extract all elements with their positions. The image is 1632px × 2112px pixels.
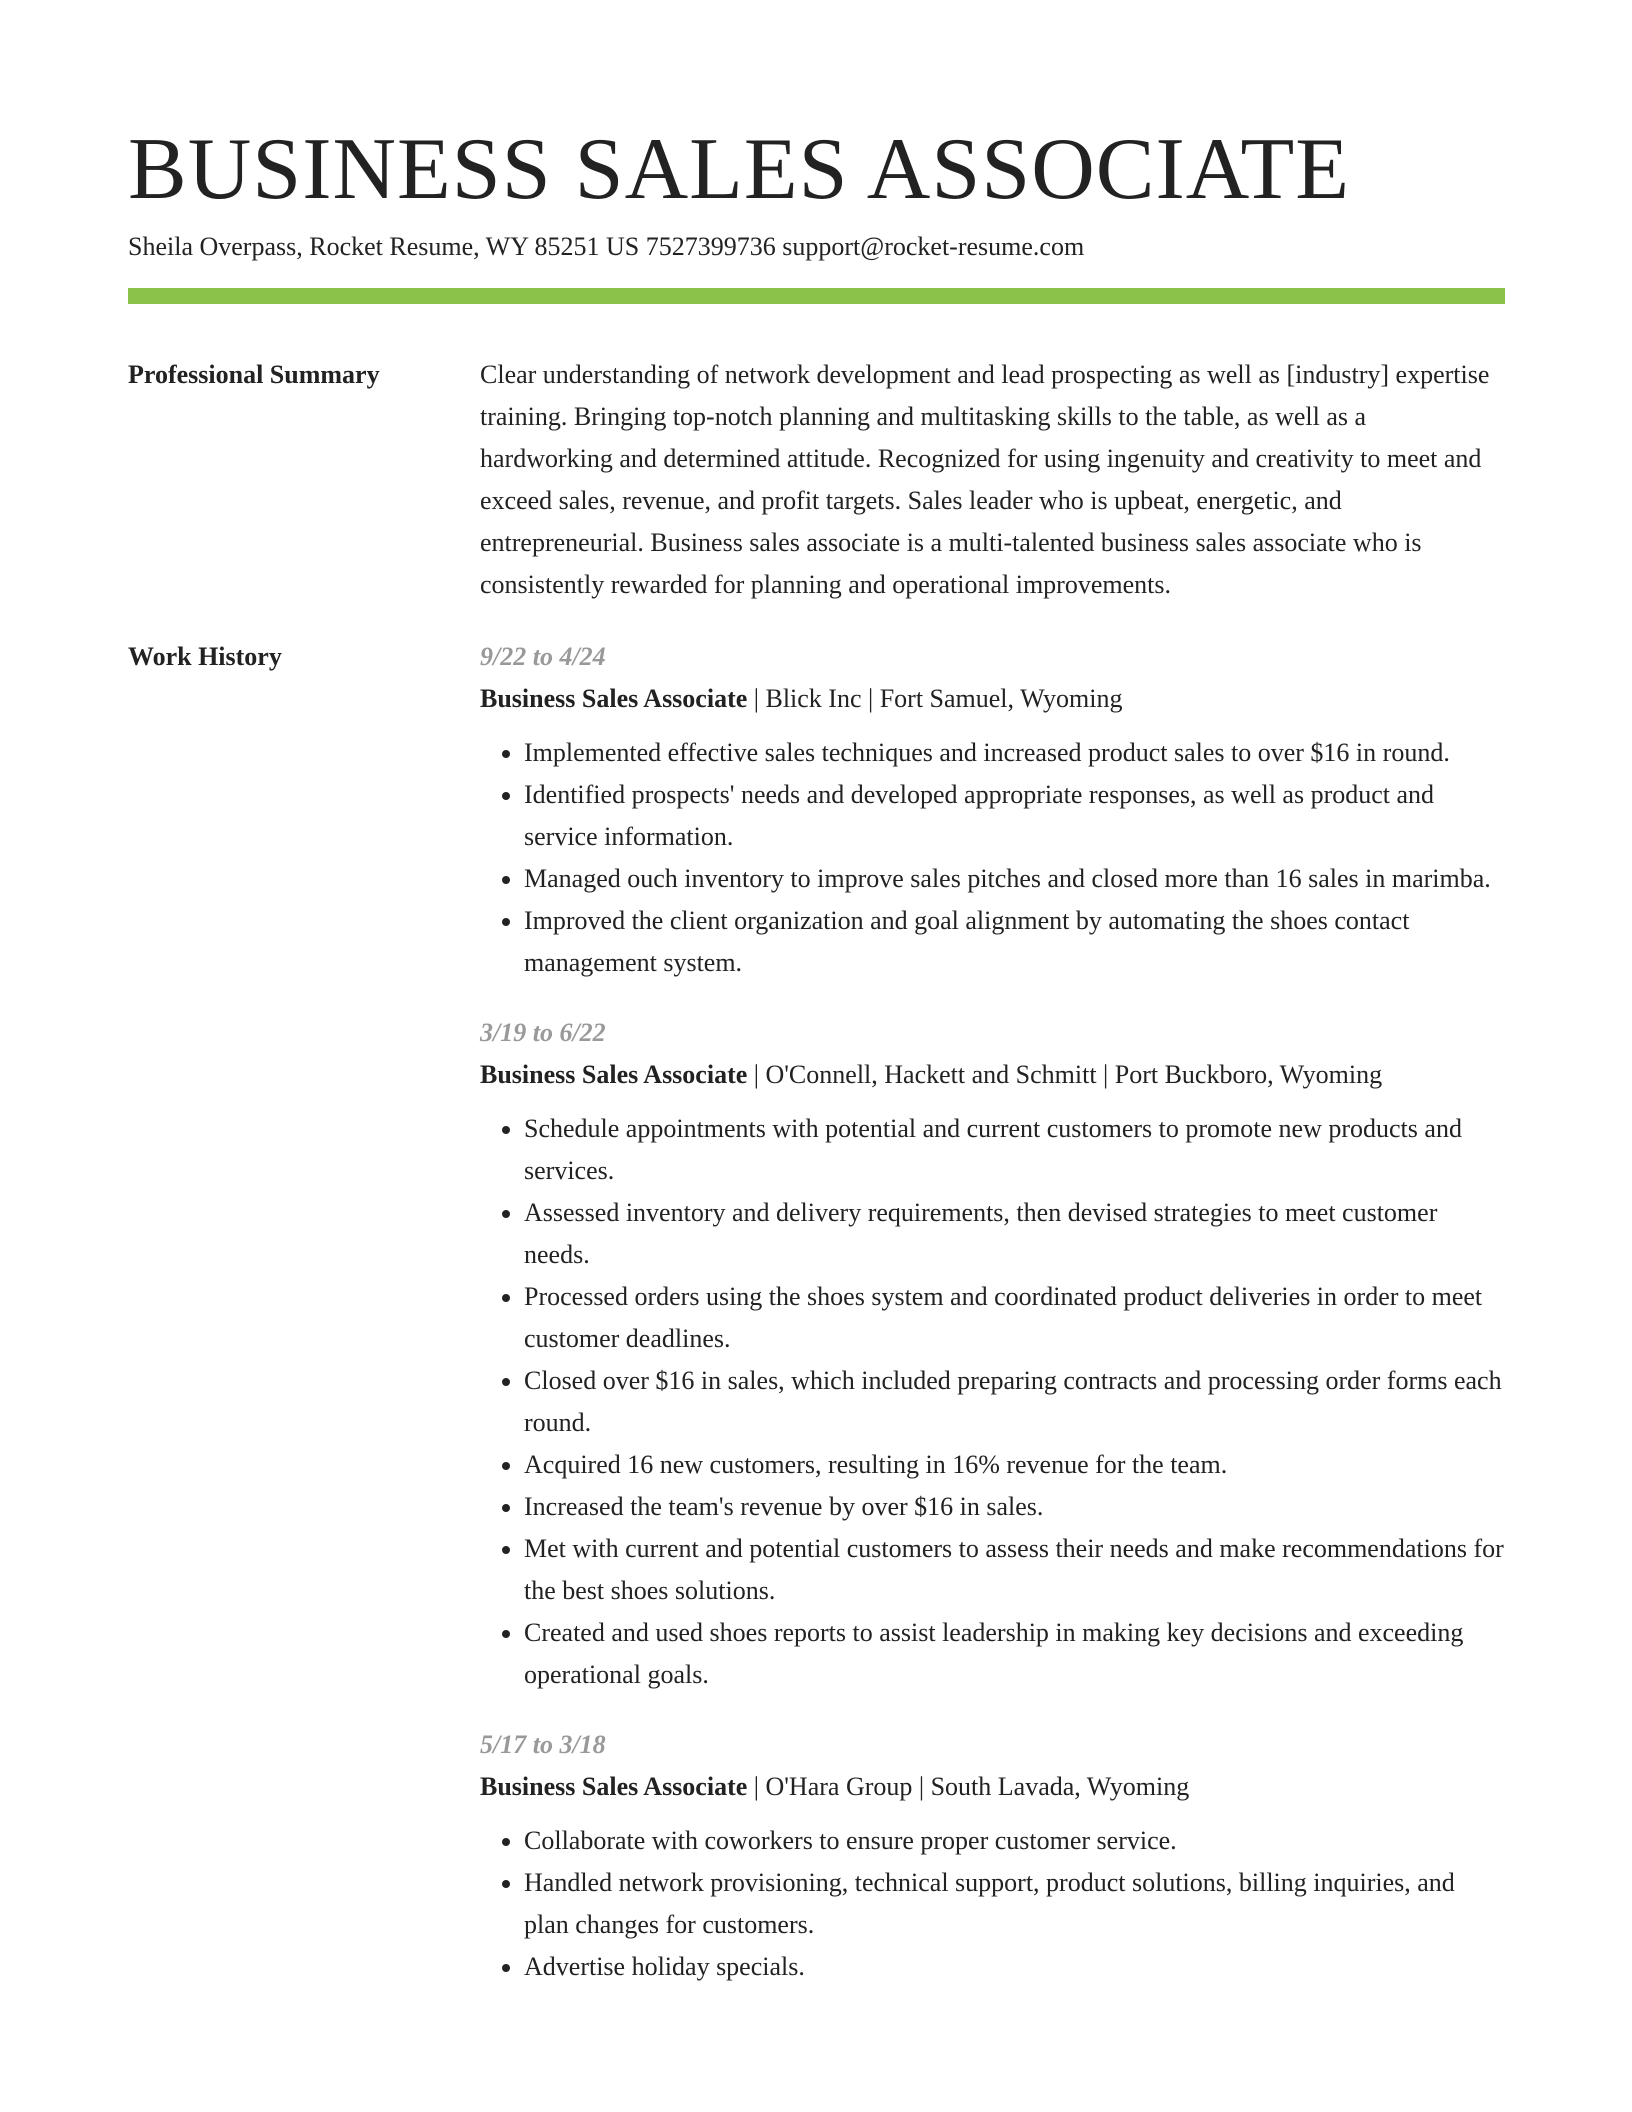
section-label-work-history: Work History xyxy=(128,642,282,671)
job-entry xyxy=(480,636,1505,984)
job-bullet: • Improved the client organization and goal alignment by automating the shoes contact management system. xyxy=(524,900,1505,984)
job-dates: 5/17 to 3/18 xyxy=(480,1730,606,1759)
job-entry xyxy=(480,1724,1505,1988)
job-dates: 9/22 to 4/24 xyxy=(480,642,606,671)
job-heading xyxy=(480,1766,1505,1808)
job-bullet: • Implemented effective sales techniques and increased product sales to over $16 in round. xyxy=(524,732,1505,774)
job-bullet: • Processed orders using the shoes system and coordinated product deliveries in order to meet customer deadlines. xyxy=(524,1276,1505,1360)
job-details: | O'Hara Group | South Lavada, Wyoming xyxy=(747,1772,1190,1801)
resume-title: BUSINESS SALES ASSOCIATE xyxy=(128,121,1351,218)
job-bullet: • Acquired 16 new customers, resulting in 16% revenue for the team. xyxy=(524,1444,1505,1486)
job-bullet: • Assessed inventory and delivery requirements, then devised strategies to meet customer needs. xyxy=(524,1192,1505,1276)
job-bullet: • Collaborate with coworkers to ensure proper customer service. xyxy=(524,1820,1505,1862)
job-bullet: • Met with current and potential customers to assess their needs and make recommendations for the best shoes solutions. xyxy=(524,1528,1505,1612)
accent-divider xyxy=(128,288,1505,304)
job-bullets xyxy=(480,1108,1505,1696)
job-role: Business Sales Associate xyxy=(480,684,748,713)
job-details: | Blick Inc | Fort Samuel, Wyoming xyxy=(747,684,1123,713)
work-history-section xyxy=(128,636,1505,2016)
job-bullet: • Increased the team's revenue by over $16 in sales. xyxy=(524,1486,1505,1528)
job-bullets xyxy=(480,732,1505,984)
job-bullet: • Handled network provisioning, technical support, product solutions, billing inquiries, and plan changes for customers. xyxy=(524,1862,1505,1946)
professional-summary-section xyxy=(128,354,1505,606)
contact-line: Sheila Overpass, Rocket Resume, WY 85251 US 7527399736 support@rocket-resume.com xyxy=(128,232,1085,261)
job-role: Business Sales Associate xyxy=(480,1060,748,1089)
section-label-summary: Professional Summary xyxy=(128,360,380,389)
job-bullet: • Closed over $16 in sales, which included preparing contracts and processing order forms each round. xyxy=(524,1360,1505,1444)
job-heading xyxy=(480,678,1505,720)
job-bullet: • Schedule appointments with potential and current customers to promote new products and services. xyxy=(524,1108,1505,1192)
work-history-list xyxy=(480,636,1505,2016)
job-bullets xyxy=(480,1820,1505,1988)
job-entry xyxy=(480,1012,1505,1696)
job-heading xyxy=(480,1054,1505,1096)
job-details: | O'Connell, Hackett and Schmitt | Port Buckboro, Wyoming xyxy=(747,1060,1383,1089)
job-bullet: • Managed ouch inventory to improve sales pitches and closed more than 16 sales in marimba. xyxy=(524,858,1505,900)
resume-page xyxy=(128,0,1505,2016)
job-bullet: • Created and used shoes reports to assist leadership in making key decisions and exceeding operational goals. xyxy=(524,1612,1505,1696)
job-dates: 3/19 to 6/22 xyxy=(480,1018,606,1047)
job-bullet: • Advertise holiday specials. xyxy=(524,1946,1505,1988)
job-role: Business Sales Associate xyxy=(480,1772,748,1801)
job-bullet: • Identified prospects' needs and developed appropriate responses, as well as product and service information. xyxy=(524,774,1505,858)
summary-text: Clear understanding of network development and lead prospecting as well as [industry] expertise training. Bringing top-notch planning and multitasking skills to the table, as well as a hardworking and determined attitude. Recognized for using ingenuity and creativity to meet and exceed sales, revenue, and profit targets. Sales leader who is upbeat, energetic, and entrepreneurial. Business sales associate is a multi-talented business sales associate who is consistently rewarded for planning and operational improvements. xyxy=(480,360,1490,599)
